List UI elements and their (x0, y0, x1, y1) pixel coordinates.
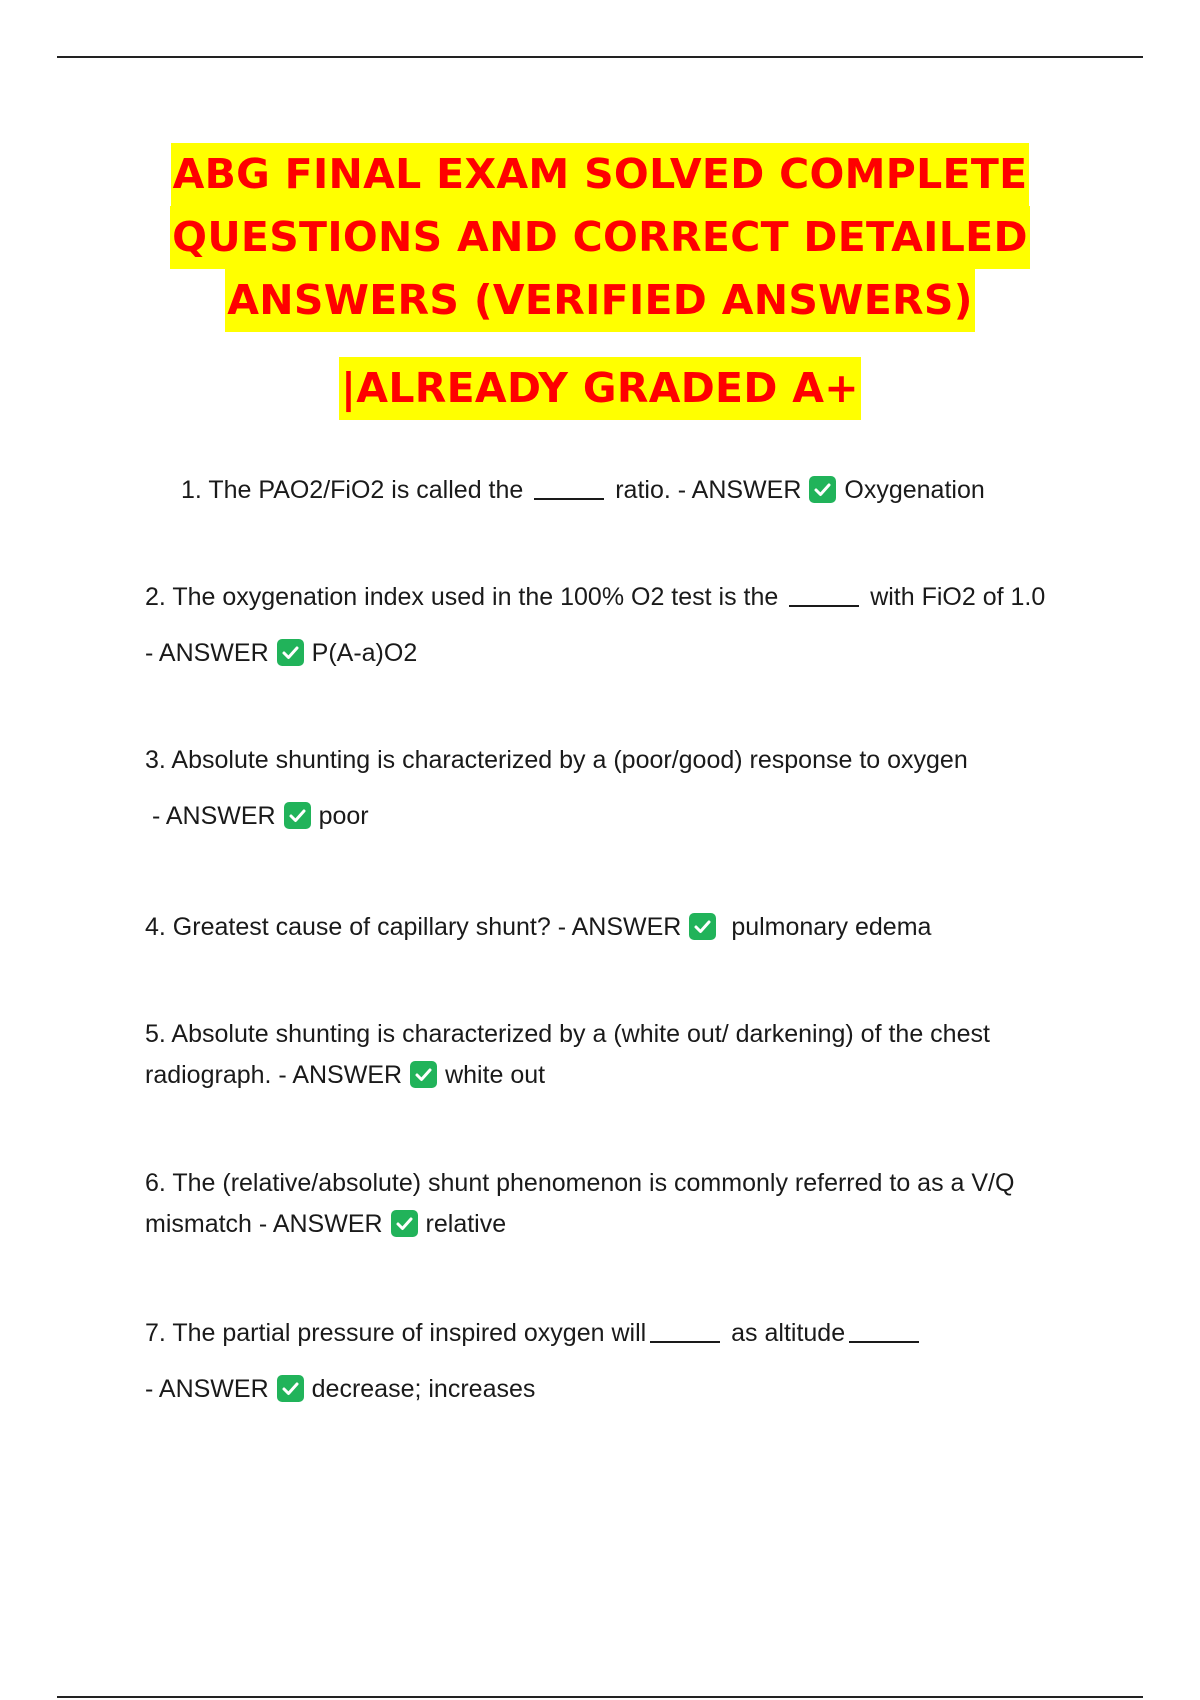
qa-item-2 (145, 577, 1065, 673)
check-mark-icon (689, 913, 716, 940)
check-mark-icon (391, 1210, 418, 1237)
title-line-2: QUESTIONS AND CORRECT DETAILED (170, 206, 1030, 269)
fill-in-blank (534, 498, 604, 500)
check-mark-icon (277, 1375, 304, 1402)
answer-text: pulmonary edema (731, 913, 932, 941)
bottom-rule (57, 1696, 1143, 1698)
answer-line: - ANSWER poor (151, 802, 369, 830)
qa-item-1 (181, 470, 1101, 510)
check-mark-icon (277, 639, 304, 666)
answer-text: white out (445, 1061, 546, 1089)
answer-label: ANSWER (158, 1375, 269, 1403)
fill-in-blank (650, 1341, 720, 1343)
check-mark-icon (410, 1061, 437, 1088)
qa-item-5 (145, 1014, 1065, 1095)
question-text: 4. Greatest cause of capillary shunt? - ANSWER pulmonary edema (145, 913, 932, 941)
title-line-1: ABG FINAL EXAM SOLVED COMPLETE (171, 143, 1030, 206)
check-mark-icon (809, 476, 836, 503)
answer-label: ANSWER (292, 1061, 403, 1089)
title-line-4: |ALREADY GRADED A+ (339, 357, 861, 420)
question-text: 5. Absolute shunting is characterized by a (white out/ darkening) of the chest (145, 1020, 990, 1048)
answer-text: P(A-a)O2 (311, 639, 418, 667)
answer-line: - ANSWER decrease; increases (145, 1375, 536, 1403)
qa-item-4 (145, 907, 1065, 947)
fill-in-blank (849, 1341, 919, 1343)
answer-line: radiograph. - ANSWER white out (145, 1061, 546, 1089)
question-text: 3. Absolute shunting is characterized by a (poor/good) response to oxygen (145, 746, 968, 774)
answer-label: ANSWER (158, 639, 269, 667)
document-title (0, 143, 1200, 420)
answer-line: mismatch - ANSWER relative (145, 1210, 507, 1238)
check-mark-icon (284, 802, 311, 829)
fill-in-blank (789, 605, 859, 607)
answer-label: ANSWER (272, 1210, 383, 1238)
answer-text: poor (318, 802, 369, 830)
qa-item-7 (145, 1313, 1065, 1409)
answer-text: Oxygenation (844, 476, 985, 504)
question-text: 1. The PAO2/FiO2 is called the ratio. - ANSWER Oxygenation (181, 476, 985, 504)
answer-line: - ANSWER P(A-a)O2 (145, 639, 418, 667)
answer-label: ANSWER (691, 476, 802, 504)
qa-item-3 (145, 740, 1065, 836)
title-line-3: ANSWERS (VERIFIED ANSWERS) (225, 269, 975, 332)
qa-item-6 (145, 1163, 1065, 1244)
answer-label: ANSWER (165, 802, 276, 830)
question-text: 2. The oxygenation index used in the 100% O2 test is the with FiO2 of 1.0 (145, 583, 1046, 611)
top-rule (57, 56, 1143, 58)
answer-text: relative (425, 1210, 507, 1238)
question-text: 6. The (relative/absolute) shunt phenomenon is commonly referred to as a V/Q (145, 1169, 1015, 1197)
question-text: 7. The partial pressure of inspired oxygen will as altitude (145, 1313, 1065, 1353)
answer-text: decrease; increases (311, 1375, 536, 1403)
answer-label: ANSWER (571, 913, 682, 941)
